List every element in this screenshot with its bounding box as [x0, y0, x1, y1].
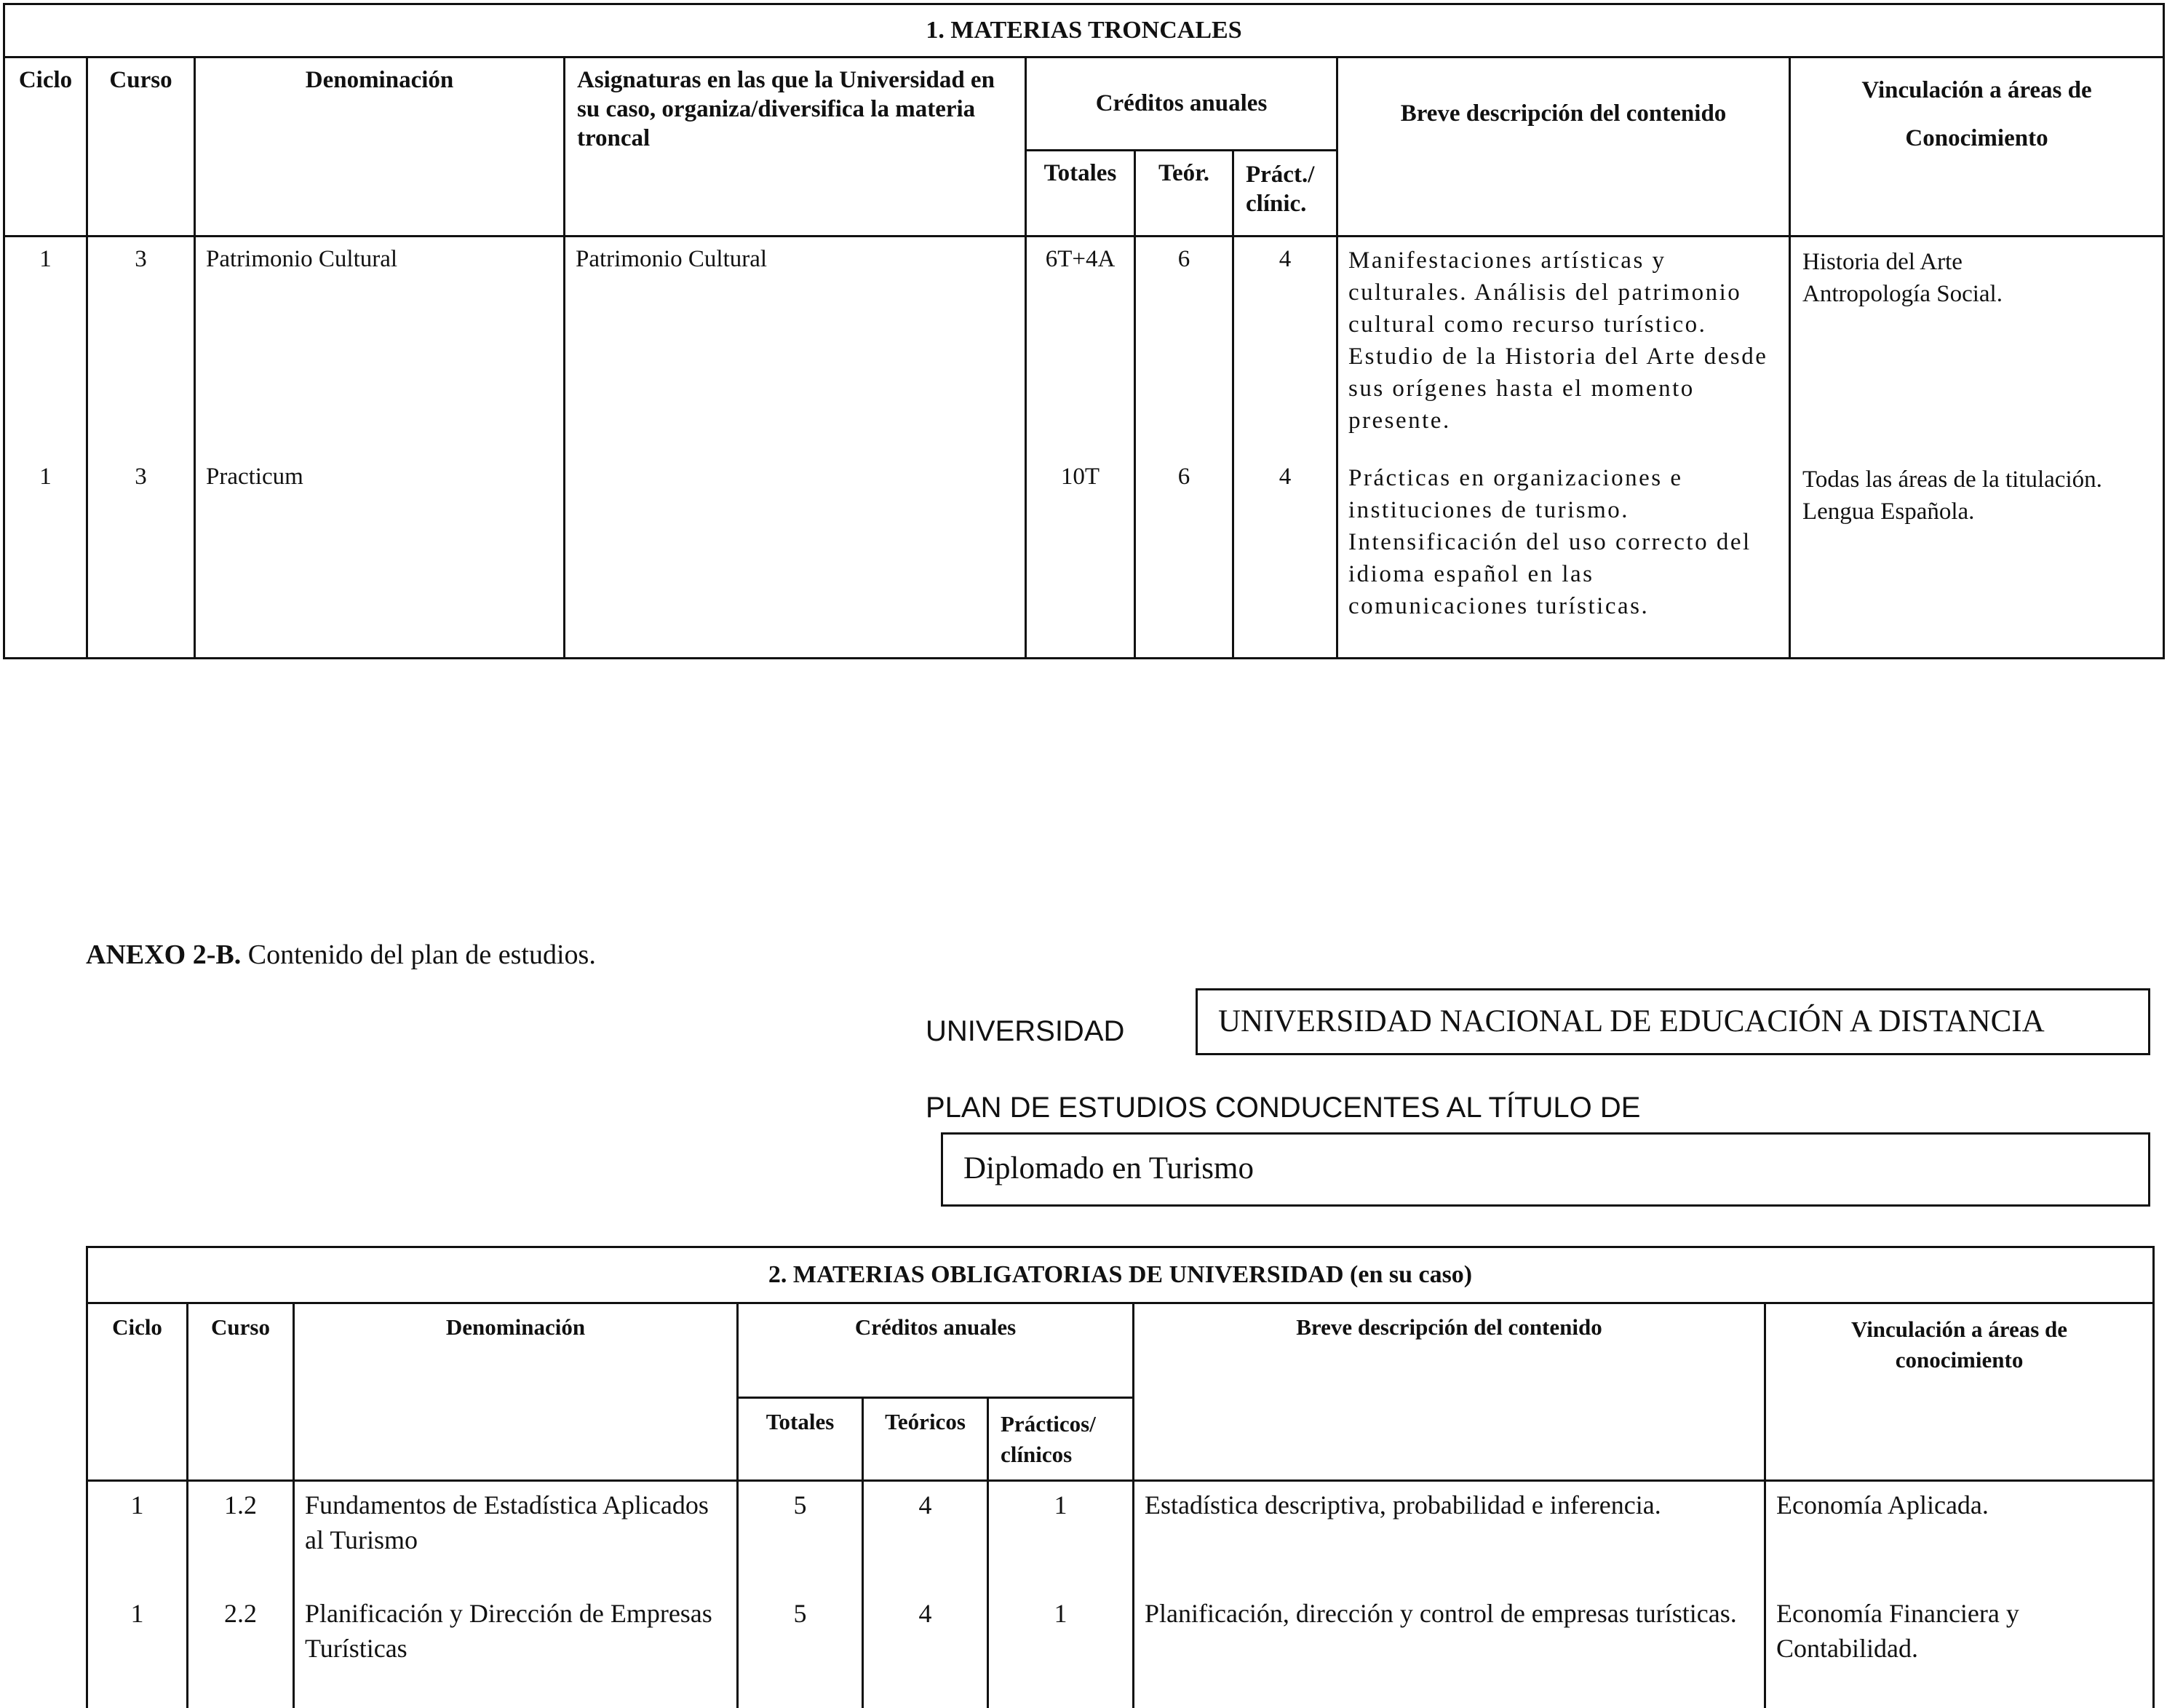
cell-vinculacion: [1790, 237, 2164, 455]
header-creditos-anuales: Créditos anuales: [1026, 57, 1337, 151]
header-vinculacion: Vinculación a áreas de Conocimiento: [1790, 57, 2164, 237]
universidad-box: UNIVERSIDAD NACIONAL DE EDUCACIÓN A DISTANCIA: [1196, 988, 2150, 1055]
vinculacion-line: Todas las áreas de la titulación.: [1802, 466, 2102, 493]
anexo-heading: [86, 939, 596, 971]
cell-denominacion: Fundamentos de Estadística Aplicados al Turismo: [294, 1481, 738, 1590]
header-pract: Práct./ clínic.: [1233, 151, 1337, 237]
vinculacion-line: Antropología Social.: [1802, 281, 2003, 307]
cell-descripcion: Prácticas en organizaciones e instituciones de turismo. Intensificación del uso correcto del idioma español en las comunicaciones turísticas.: [1337, 455, 1790, 659]
header-descripcion: Breve descripción del contenido: [1134, 1303, 1765, 1481]
header-curso: Curso: [87, 57, 195, 237]
cell-teoricos: 4: [863, 1590, 988, 1708]
header-asignaturas: Asignaturas en las que la Universidad en su caso, organiza/diversifica la materia troncal: [565, 57, 1026, 237]
cell-descripcion: Planificación, dirección y control de empresas turísticas.: [1134, 1590, 1765, 1708]
cell-practicos: 1: [988, 1590, 1134, 1708]
table-title: 1. MATERIAS TRONCALES: [4, 4, 2164, 57]
cell-vinculacion: Economía Financiera y Contabilidad.: [1765, 1590, 2154, 1708]
vinculacion-line: Lengua Española.: [1802, 498, 1975, 525]
cell-vinculacion: [1790, 455, 2164, 659]
header-teoricos: Teóricos: [863, 1398, 988, 1481]
plan-label: PLAN DE ESTUDIOS CONDUCENTES AL TÍTULO DE: [926, 1092, 1641, 1124]
header-totales: Totales: [738, 1398, 863, 1481]
header-denominacion: Denominación: [294, 1303, 738, 1481]
cell-asignaturas: [565, 455, 1026, 659]
table-title: 2. MATERIAS OBLIGATORIAS DE UNIVERSIDAD (en su caso): [87, 1247, 2154, 1303]
cell-ciclo: 1: [87, 1590, 188, 1708]
cell-curso: 3: [87, 455, 195, 659]
header-ciclo: Ciclo: [87, 1303, 188, 1481]
cell-curso: 2.2: [188, 1590, 294, 1708]
cell-curso: 3: [87, 237, 195, 455]
universidad-label: UNIVERSIDAD: [926, 1015, 1125, 1047]
cell-teor: 6: [1135, 455, 1233, 659]
titulo-box: Diplomado en Turismo: [941, 1132, 2150, 1207]
table-row: [87, 1481, 2154, 1590]
header-vinculacion: Vinculación a áreas de conocimiento: [1765, 1303, 2154, 1481]
cell-curso: 1.2: [188, 1481, 294, 1590]
cell-totales: 5: [738, 1481, 863, 1590]
cell-totales: 6T+4A: [1026, 237, 1135, 455]
header-descripcion: Breve descripción del contenido: [1337, 57, 1790, 237]
cell-ciclo: 1: [4, 237, 87, 455]
cell-pract: 4: [1233, 455, 1337, 659]
cell-vinculacion: Economía Aplicada.: [1765, 1481, 2154, 1590]
header-ciclo: Ciclo: [4, 57, 87, 237]
header-practicos: Prácticos/ clínicos: [988, 1398, 1134, 1481]
anexo-label: ANEXO 2-B.: [86, 940, 242, 970]
cell-totales: 5: [738, 1590, 863, 1708]
header-denominacion: Denominación: [195, 57, 565, 237]
cell-pract: 4: [1233, 237, 1337, 455]
cell-descripcion: Estadística descriptiva, probabilidad e inferencia.: [1134, 1481, 1765, 1590]
table-row: [4, 455, 2164, 659]
cell-denominacion: Practicum: [195, 455, 565, 659]
cell-asignaturas: Patrimonio Cultural: [565, 237, 1026, 455]
cell-teoricos: 4: [863, 1481, 988, 1590]
materias-obligatorias-table: [86, 1246, 2155, 1708]
cell-teor: 6: [1135, 237, 1233, 455]
cell-totales: 10T: [1026, 455, 1135, 659]
vinculacion-line: Historia del Arte: [1802, 249, 1963, 275]
cell-denominacion: Planificación y Dirección de Empresas Turísticas: [294, 1590, 738, 1708]
header-curso: Curso: [188, 1303, 294, 1481]
cell-denominacion: Patrimonio Cultural: [195, 237, 565, 455]
table-row: [4, 237, 2164, 455]
cell-ciclo: 1: [4, 455, 87, 659]
materias-troncales-table: [3, 3, 2165, 659]
header-teor: Teór.: [1135, 151, 1233, 237]
header-creditos-anuales: Créditos anuales: [738, 1303, 1134, 1398]
cell-ciclo: 1: [87, 1481, 188, 1590]
header-totales: Totales: [1026, 151, 1135, 237]
cell-practicos: 1: [988, 1481, 1134, 1590]
anexo-text: Contenido del plan de estudios.: [241, 940, 596, 970]
table-row: [87, 1590, 2154, 1708]
cell-descripcion: Manifestaciones artísticas y culturales. Análisis del patrimonio cultural como recurso turístico. Estudio de la Historia del Arte desde sus orígenes hasta el momento presente.: [1337, 237, 1790, 455]
